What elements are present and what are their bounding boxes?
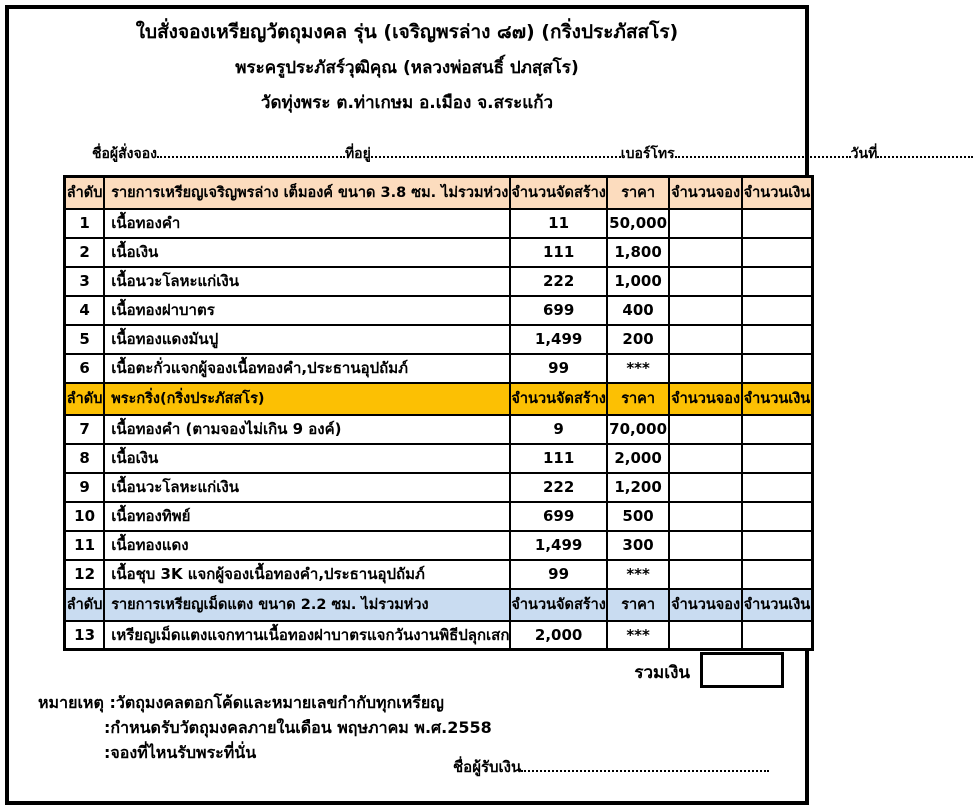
order-amount-cell[interactable]: [742, 621, 813, 650]
notes-label: หมายเหตุ: [38, 693, 104, 712]
table-row: [65, 267, 813, 296]
header-col-price: ราคา: [607, 177, 670, 209]
cell-col-item: เนื้อเงิน: [104, 238, 510, 267]
cell-col-price: 2,000: [607, 444, 670, 473]
order-qty-cell[interactable]: [669, 209, 741, 238]
table-row: [65, 296, 813, 325]
receiver-line: [453, 755, 769, 779]
cell-col-no: 1: [65, 209, 105, 238]
form-title: ใบสั่งจองเหรียญวัตถุมงคล รุ่น (เจริญพรล่าง ๘๗) (กริ่งประภัสสโร): [135, 21, 679, 43]
cell-col-item: เนื้อทองแดง: [104, 531, 510, 560]
receiver-label: ชื่อผู้รับเงิน: [453, 758, 522, 776]
table-row: [65, 354, 813, 383]
order-amount-cell[interactable]: [742, 209, 813, 238]
total-amount-box[interactable]: [700, 652, 784, 688]
section-2-header-row: [65, 383, 813, 415]
cell-col-item: เนื้อทองคำ: [104, 209, 510, 238]
cell-col-qty: 99: [510, 560, 606, 589]
header-col-qty: จำนวนจัดสร้าง: [510, 383, 606, 415]
order-qty-cell[interactable]: [669, 238, 741, 267]
cell-col-no: 13: [65, 621, 105, 650]
note-text-1: :วัตถุมงคลตอกโค้ดและหมายเลขกำกับทุกเหรียญ: [109, 693, 444, 712]
cell-col-qty: 222: [510, 473, 606, 502]
date-label: วันที่: [850, 146, 878, 162]
cell-col-qty: 699: [510, 502, 606, 531]
document-header: [0, 14, 814, 121]
header-col-order: จำนวนจอง: [669, 383, 741, 415]
temple-address: วัดทุ่งพระ ต.ท่าเกษม อ.เมือง จ.สระแก้ว: [260, 93, 554, 113]
address-field[interactable]: [371, 145, 621, 158]
notes-block: [38, 690, 492, 765]
cell-col-item: เนื้อเงิน: [104, 444, 510, 473]
cell-col-item: เนื้อตะกั่วแจกผู้จองเนื้อทองคำ,ประธานอุปถัมภ์: [104, 354, 510, 383]
order-amount-cell[interactable]: [742, 415, 813, 444]
cell-col-qty: 699: [510, 296, 606, 325]
order-qty-cell[interactable]: [669, 502, 741, 531]
note-line-2: :กำหนดรับวัตถุมงคลภายในเดือน พฤษภาคม พ.ศ.2558: [104, 718, 492, 737]
table-row: [65, 238, 813, 267]
cell-col-price: 50,000: [607, 209, 670, 238]
cell-col-no: 11: [65, 531, 105, 560]
header-col-no: ลำดับ: [65, 589, 105, 621]
cell-col-no: 9: [65, 473, 105, 502]
header-col-price: ราคา: [607, 589, 670, 621]
order-qty-cell[interactable]: [669, 621, 741, 650]
cell-col-price: 200: [607, 325, 670, 354]
address-label: ที่อยู่: [344, 146, 371, 162]
cell-col-item: เนื้อทองแดงมันปู: [104, 325, 510, 354]
cell-col-item: เนื้อนวะโลหะแก่เงิน: [104, 267, 510, 296]
header-col-item: รายการเหรียญเม็ดแตง ขนาด 2.2 ซม. ไม่รวมห่วง: [104, 589, 510, 621]
cell-col-no: 6: [65, 354, 105, 383]
order-amount-cell[interactable]: [742, 296, 813, 325]
section-1-header-row: [65, 177, 813, 209]
cell-col-qty: 1,499: [510, 325, 606, 354]
order-amount-cell[interactable]: [742, 473, 813, 502]
abbot-name: พระครูประภัสร์วุฒิคุณ (หลวงพ่อสนธิ์ ปภสฺสโร): [235, 58, 579, 78]
orderer-name-label: ชื่อผู้สั่งจอง: [92, 146, 157, 162]
order-qty-cell[interactable]: [669, 296, 741, 325]
cell-col-price: 400: [607, 296, 670, 325]
header-col-qty: จำนวนจัดสร้าง: [510, 177, 606, 209]
table-row: [65, 444, 813, 473]
date-field[interactable]: [877, 145, 973, 158]
header-col-qty: จำนวนจัดสร้าง: [510, 589, 606, 621]
table-row: [65, 502, 813, 531]
cell-col-price: 1,200: [607, 473, 670, 502]
cell-col-price: 300: [607, 531, 670, 560]
order-amount-cell[interactable]: [742, 560, 813, 589]
note-line-1: [38, 690, 492, 715]
cell-col-item: เนื้อทองคำ (ตามจองไม่เกิน 9 องค์): [104, 415, 510, 444]
cell-col-item: เนื้อชุบ 3K แจกผู้จองเนื้อทองคำ,ประธานอุปถัมภ์: [104, 560, 510, 589]
cell-col-item: เหรียญเม็ดแตงแจกทานเนื้อทองฝาบาตรแจกวันงานพิธีปลุกเสก: [104, 621, 510, 650]
header-col-item: พระกริ่ง(กริ่งประภัสสโร): [104, 383, 510, 415]
order-amount-cell[interactable]: [742, 354, 813, 383]
header-col-no: ลำดับ: [65, 383, 105, 415]
table-row: [65, 531, 813, 560]
table-row: [65, 621, 813, 650]
cell-col-price: 1,800: [607, 238, 670, 267]
cell-col-price: ***: [607, 621, 670, 650]
order-amount-cell[interactable]: [742, 267, 813, 296]
section-3-header-row: [65, 589, 813, 621]
cell-col-qty: 2,000: [510, 621, 606, 650]
order-qty-cell[interactable]: [669, 415, 741, 444]
table-row: [65, 473, 813, 502]
order-table: [63, 175, 814, 651]
table-row: [65, 209, 813, 238]
table-row: [65, 415, 813, 444]
phone-field[interactable]: [675, 145, 851, 158]
cell-col-no: 3: [65, 267, 105, 296]
table-row: [65, 325, 813, 354]
cell-col-no: 4: [65, 296, 105, 325]
phone-label: เบอร์โทร: [620, 146, 675, 162]
cell-col-no: 2: [65, 238, 105, 267]
cell-col-item: เนื้อทองฝาบาตร: [104, 296, 510, 325]
cell-col-no: 10: [65, 502, 105, 531]
cell-col-qty: 111: [510, 238, 606, 267]
cell-col-qty: 111: [510, 444, 606, 473]
order-amount-cell[interactable]: [742, 502, 813, 531]
header-col-item: รายการเหรียญเจริญพรล่าง เต็มองค์ ขนาด 3.8 ซม. ไม่รวมห่วง: [104, 177, 510, 209]
header-col-no: ลำดับ: [65, 177, 105, 209]
header-col-price: ราคา: [607, 383, 670, 415]
cell-col-no: 7: [65, 415, 105, 444]
total-label: รวมเงิน: [634, 663, 690, 683]
cell-col-price: 70,000: [607, 415, 670, 444]
order-qty-cell[interactable]: [669, 444, 741, 473]
note-line-3: :จองที่ไหนรับพระที่นั่น: [104, 743, 257, 762]
cell-col-price: ***: [607, 560, 670, 589]
cell-col-no: 12: [65, 560, 105, 589]
cell-col-price: ***: [607, 354, 670, 383]
order-qty-cell[interactable]: [669, 354, 741, 383]
header-col-amount: จำนวนเงิน: [742, 177, 813, 209]
cell-col-qty: 11: [510, 209, 606, 238]
cell-col-price: 1,000: [607, 267, 670, 296]
cell-col-no: 8: [65, 444, 105, 473]
order-amount-cell[interactable]: [742, 325, 813, 354]
order-amount-cell[interactable]: [742, 444, 813, 473]
order-amount-cell[interactable]: [742, 531, 813, 560]
order-qty-cell[interactable]: [669, 325, 741, 354]
order-qty-cell[interactable]: [669, 473, 741, 502]
cell-col-price: 500: [607, 502, 670, 531]
cell-col-qty: 1,499: [510, 531, 606, 560]
receiver-name-field[interactable]: [521, 759, 769, 772]
cell-col-item: เนื้อทองทิพย์: [104, 502, 510, 531]
order-qty-cell[interactable]: [669, 560, 741, 589]
header-col-order: จำนวนจอง: [669, 589, 741, 621]
header-col-amount: จำนวนเงิน: [742, 383, 813, 415]
orderer-info-line: [92, 143, 973, 165]
cell-col-qty: 222: [510, 267, 606, 296]
orderer-name-field[interactable]: [157, 145, 345, 158]
cell-col-no: 5: [65, 325, 105, 354]
order-qty-cell[interactable]: [669, 267, 741, 296]
header-col-amount: จำนวนเงิน: [742, 589, 813, 621]
cell-col-item: เนื้อนวะโลหะแก่เงิน: [104, 473, 510, 502]
cell-col-qty: 9: [510, 415, 606, 444]
cell-col-qty: 99: [510, 354, 606, 383]
table-row: [65, 560, 813, 589]
order-qty-cell[interactable]: [669, 531, 741, 560]
order-amount-cell[interactable]: [742, 238, 813, 267]
header-col-order: จำนวนจอง: [669, 177, 741, 209]
